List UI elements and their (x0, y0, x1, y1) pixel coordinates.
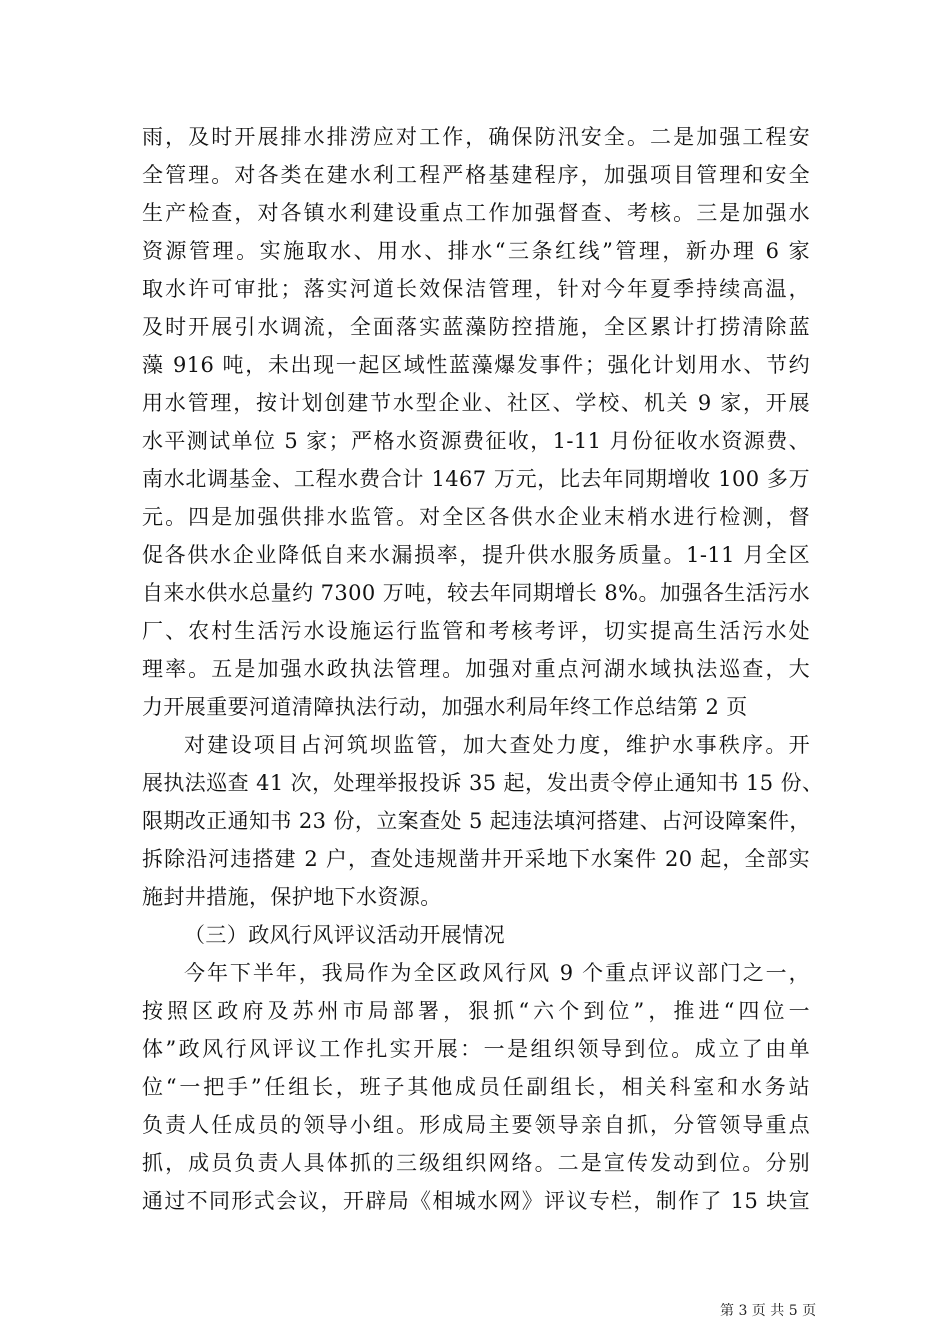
text-line: 理率。五是加强水政执法管理。加强对重点河湖水域执法巡查，大 (142, 657, 810, 681)
text-line: 及时开展引水调流，全面落实蓝藻防控措施，全区累计打捞清除蓝 (142, 315, 810, 339)
text-line: 负责人任成员的领导小组。形成局主要领导亲自抓，分管领导重点 (142, 1113, 810, 1137)
text-line: 生产检查，对各镇水利建设重点工作加强督查、考核。三是加强水 (142, 201, 810, 225)
text-line: 用水管理，按计划创建节水型企业、社区、学校、机关 9 家，开展 (142, 391, 810, 415)
text-line: 位“一把手”任组长，班子其他成员任副组长，相关科室和水务站 (142, 1075, 810, 1099)
text-line: 施封井措施，保护地下水资源。 (142, 885, 442, 909)
text-line: 体”政风行风评议工作扎实开展：一是组织领导到位。成立了由单 (142, 1037, 810, 1061)
paragraph-first-line: 今年下半年，我局作为全区政风行风 9 个重点评议部门之一， (184, 961, 810, 985)
text-line: 厂、农村生活污水设施运行监管和考核考评，切实提高生活污水处 (142, 619, 810, 643)
text-line: 水平测试单位 5 家；严格水资源费征收，1-11 月份征收水资源费、 (142, 429, 810, 453)
text-line: 资源管理。实施取水、用水、排水“三条红线”管理，新办理 6 家 (142, 239, 810, 263)
text-line: 展执法巡查 41 次，处理举报投诉 35 起，发出责令停止通知书 15 份、 (142, 771, 824, 795)
text-line: 按照区政府及苏州市局部署，狠抓“六个到位”，推进“四位一 (142, 999, 810, 1023)
text-line: 限期改正通知书 23 份，立案查处 5 起违法填河搭建、占河设障案件， (142, 809, 811, 833)
text-line: 藻 916 吨，未出现一起区域性蓝藻爆发事件；强化计划用水、节约 (142, 353, 810, 377)
text-line: 促各供水企业降低自来水漏损率，提升供水服务质量。1-11 月全区 (142, 543, 810, 567)
text-line: 抓，成员负责人具体抓的三级组织网络。二是宣传发动到位。分别 (142, 1151, 810, 1175)
text-line: 自来水供水总量约 7300 万吨，较去年同期增长 8%。加强各生活污水 (142, 581, 810, 605)
page-number: 第 3 页 共 5 页 (720, 1303, 817, 1319)
text-line: 拆除沿河违搭建 2 户，查处违规凿井开采地下水案件 20 起，全部实 (142, 847, 810, 871)
text-line: 取水许可审批；落实河道长效保洁管理，针对今年夏季持续高温， (142, 277, 810, 301)
text-line: 力开展重要河道清障执法行动，加强水利局年终工作总结第 2 页 (142, 695, 748, 719)
text-line: 雨，及时开展排水排涝应对工作，确保防汛安全。二是加强工程安 (142, 125, 810, 149)
paragraph-first-line: 对建设项目占河筑坝监管，加大查处力度，维护水事秩序。开 (184, 733, 810, 757)
section-heading: （三）政风行风评议活动开展情况 (184, 923, 505, 947)
text-line: 元。四是加强供排水监管。对全区各供水企业末梢水进行检测，督 (142, 505, 810, 529)
text-line: 南水北调基金、工程水费合计 1467 万元，比去年同期增收 100 多万 (142, 467, 810, 491)
document-body (142, 118, 824, 1220)
text-line: 通过不同形式会议，开辟局《相城水网》评议专栏，制作了 15 块宣 (142, 1189, 810, 1213)
text-line: 全管理。对各类在建水利工程严格基建程序，加强项目管理和安全 (142, 163, 810, 187)
